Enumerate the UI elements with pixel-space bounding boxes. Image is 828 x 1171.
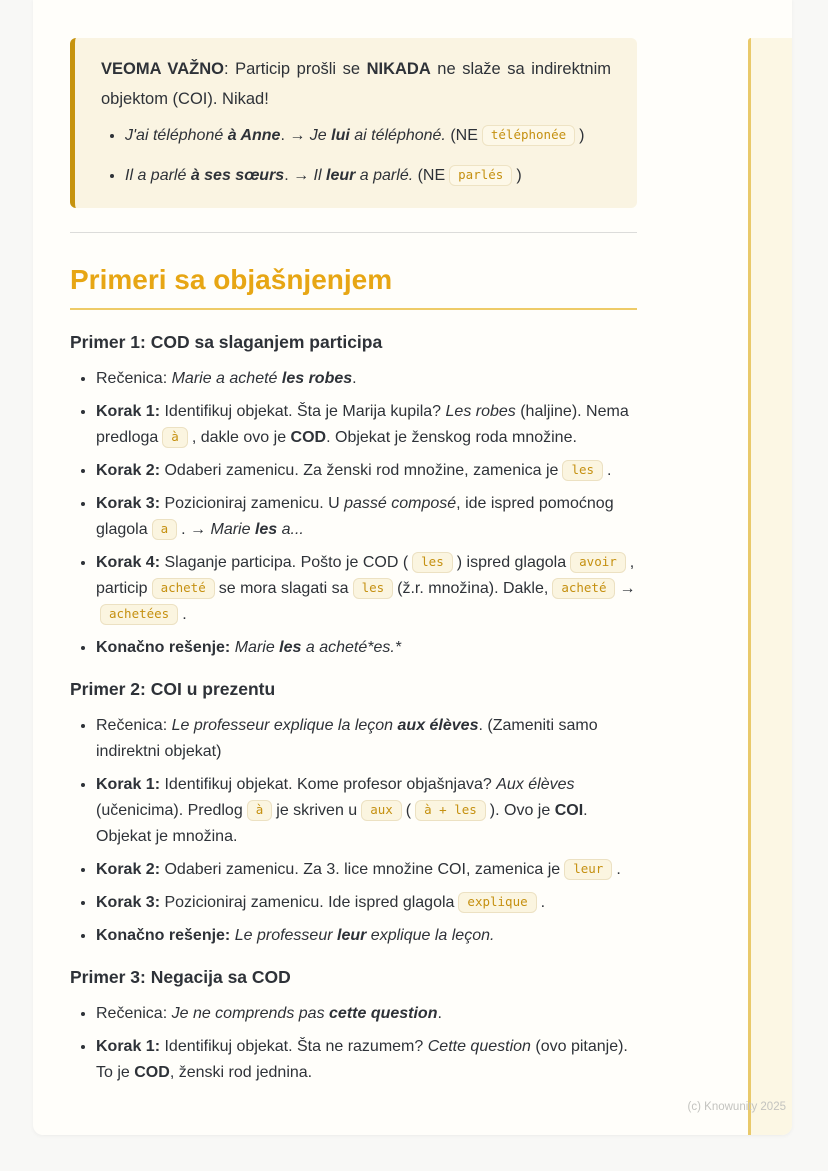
text-segment: Pozicioniraj zamenicu. Ide ispred glagola (160, 894, 455, 911)
text-segment: Le professeur (234, 927, 337, 944)
text-segment: Korak 3: (96, 495, 161, 512)
text-segment: . (437, 1005, 442, 1022)
text-segment: (učenicima). Predlog (96, 802, 243, 819)
text-segment: a acheté*es.* (301, 639, 402, 656)
text-segment: : Particip prošli se (223, 60, 367, 78)
text-segment: Le professeur explique la leçon (171, 717, 398, 734)
text-segment: ne slaže sa indirektnim objektom (COI). Nikad! (101, 60, 611, 108)
code-token: acheté (152, 578, 215, 599)
text-segment: Korak 2: (96, 462, 161, 479)
text-segment: Korak 4: (96, 554, 161, 571)
bullet-list-primer-3 (70, 1001, 637, 1086)
text-segment: (NE (445, 127, 478, 144)
text-segment: ( (405, 802, 412, 819)
list-item (96, 890, 637, 916)
code-token: téléphonée (482, 125, 575, 146)
text-segment: Odaberi zamenicu. Za ženski rod množine, zamenica je (160, 462, 559, 479)
code-token: à + les (415, 800, 486, 821)
text-segment: NIKADA (366, 60, 431, 78)
code-token: à (247, 800, 273, 821)
section-primer-1 (70, 330, 637, 661)
text-segment: , ide ispred pomoćnog glagola (96, 495, 614, 538)
text-segment: Marie (210, 521, 255, 538)
list-item (96, 399, 637, 451)
text-segment: . (540, 894, 546, 911)
text-segment: Identifikuj objekat. Šta ne razumem? (160, 1038, 428, 1055)
bullet-list-primer-2 (70, 713, 637, 949)
text-segment: Il a parlé (125, 167, 191, 184)
callout-bullet-list (101, 122, 611, 190)
text-segment: . (607, 462, 612, 479)
list-item (96, 458, 637, 484)
next-page-edge (748, 38, 792, 1135)
text-segment: je skriven u (276, 802, 358, 819)
text-segment: Identifikuj objekat. Šta je Marija kupila? (160, 403, 446, 420)
text-segment: a... (277, 521, 304, 538)
section-primer-2 (70, 677, 637, 949)
text-segment: a parlé. (355, 167, 414, 184)
text-segment: Korak 1: (96, 1038, 161, 1055)
text-segment: se mora slagati sa (218, 580, 349, 597)
code-token: à (162, 427, 188, 448)
text-segment: Il (313, 167, 326, 184)
text-segment: leur (326, 167, 356, 184)
text-segment: Korak 1: (96, 776, 161, 793)
text-segment: aux élèves (397, 717, 479, 734)
text-segment: Pozicioniraj zamenicu. U (160, 495, 345, 512)
code-token: a (152, 519, 178, 540)
text-segment: . (Zameniti samo indirektni objekat) (96, 717, 598, 760)
list-item (96, 550, 637, 628)
code-token: aux (361, 800, 402, 821)
section-primer-3 (70, 965, 637, 1086)
text-segment: Je (309, 127, 332, 144)
code-token: les (353, 578, 394, 599)
text-segment: leur (337, 927, 367, 944)
text-segment: les robes (281, 370, 353, 387)
text-segment: VEOMA VAŽNO (101, 60, 224, 78)
code-token: parlés (449, 165, 512, 186)
code-token: explique (458, 892, 536, 913)
text-segment: Les robes (445, 403, 516, 420)
text-segment: . → (284, 167, 314, 184)
text-segment: Marie (234, 639, 280, 656)
list-item (125, 162, 611, 190)
text-segment: , dakle ovo je (191, 429, 291, 446)
text-segment: Odaberi zamenicu. Za 3. lice množine COI, zamenica je (160, 861, 561, 878)
text-segment: ) (579, 127, 585, 144)
text-segment: ). Ovo je (489, 802, 555, 819)
text-segment: Korak 1: (96, 403, 161, 420)
section-heading-primer-2: Primer 2: COI u prezentu (70, 679, 276, 699)
text-segment: Rečenica: (96, 717, 172, 734)
bullet-list-primer-1 (70, 366, 637, 661)
code-token: achetées (100, 604, 178, 625)
text-segment: . (616, 861, 621, 878)
text-segment: . (352, 370, 357, 387)
text-segment: ) (516, 167, 522, 184)
text-segment: (ovo pitanje). To je (96, 1038, 628, 1081)
code-token: avoir (570, 552, 626, 573)
text-segment: Cette question (427, 1038, 531, 1055)
list-item (96, 366, 637, 392)
text-segment: (NE (413, 167, 446, 184)
list-item (96, 857, 637, 883)
document-page (33, 0, 792, 1135)
section-heading-primer-3: Primer 3: Negacija sa COD (70, 967, 291, 987)
list-item (96, 713, 637, 765)
text-segment: à ses sœurs (190, 167, 285, 184)
text-segment: COD (134, 1064, 170, 1081)
text-segment: Rečenica: (96, 1005, 172, 1022)
text-segment: Konačno rešenje: (96, 639, 231, 656)
text-segment: Identifikuj objekat. Kome profesor objašnjava? (160, 776, 497, 793)
text-segment: . (182, 606, 187, 623)
text-segment: J'ai téléphoné (125, 127, 228, 144)
text-segment: passé composé (344, 495, 457, 512)
text-segment: ) ispred glagola (456, 554, 567, 571)
text-segment: → (619, 580, 636, 597)
list-item (96, 1001, 637, 1027)
text-segment: Rečenica: (96, 370, 172, 387)
list-item (96, 772, 637, 850)
text-segment: , particip (96, 554, 635, 597)
text-segment: . Objekat je ženskog roda množine. (326, 429, 577, 446)
code-token: les (562, 460, 603, 481)
text-segment: , ženski rod jednina. (169, 1064, 313, 1081)
text-segment: COI (554, 802, 584, 819)
text-segment: les (279, 639, 302, 656)
text-segment: Marie a acheté (171, 370, 282, 387)
text-segment: à Anne (227, 127, 281, 144)
important-callout (70, 38, 637, 208)
text-segment: explique la leçon. (366, 927, 495, 944)
code-token: les (412, 552, 453, 573)
document-content (70, 0, 637, 1086)
text-segment: Je ne comprends pas (171, 1005, 330, 1022)
text-segment: Korak 2: (96, 861, 161, 878)
text-segment: Konačno rešenje: (96, 927, 231, 944)
list-item (96, 1034, 637, 1086)
text-segment: les (254, 521, 278, 538)
list-item (96, 635, 637, 661)
text-segment: ai téléphoné. (349, 127, 446, 144)
section-heading-primer-1: Primer 1: COD sa slaganjem participa (70, 332, 383, 352)
text-segment: Aux élèves (496, 776, 575, 793)
copyright-watermark: (c) Knowunity 2025 (687, 1101, 786, 1113)
text-segment: . Objekat je množina. (96, 802, 588, 845)
list-item (96, 923, 637, 949)
list-item (96, 491, 637, 543)
text-segment: (ž.r. množina). Dakle, (397, 580, 549, 597)
section-divider (70, 232, 637, 233)
text-segment: lui (331, 127, 350, 144)
list-item (125, 122, 611, 150)
callout-text (101, 54, 611, 114)
code-token: leur (564, 859, 612, 880)
text-segment: Slaganje participa. Pošto je COD ( (160, 554, 409, 571)
text-segment: . → (280, 127, 310, 144)
text-segment: (haljine). Nema predloga (96, 403, 629, 446)
text-segment: COD (290, 429, 327, 446)
code-token: acheté (552, 578, 615, 599)
text-segment: . → (181, 521, 211, 538)
text-segment: cette question (329, 1005, 438, 1022)
text-segment: Korak 3: (96, 894, 161, 911)
page-title: Primeri sa objašnjenjem (70, 263, 637, 310)
